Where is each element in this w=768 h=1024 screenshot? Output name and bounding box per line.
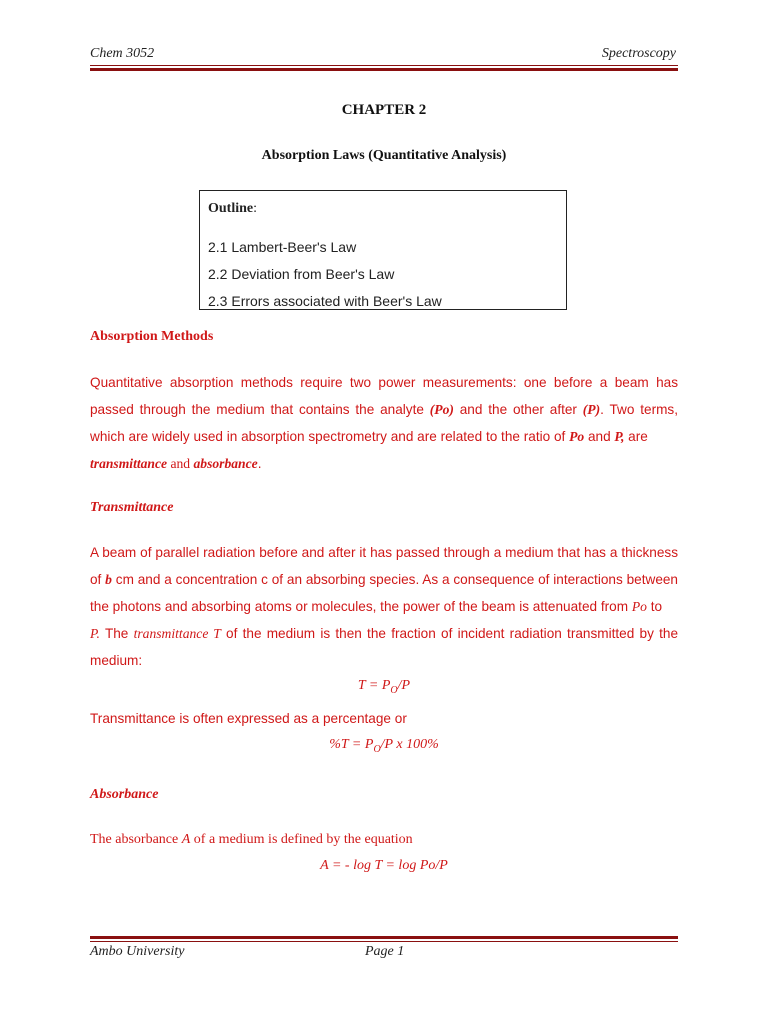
chapter-subtitle: Absorption Laws (Quantitative Analysis) — [261, 148, 507, 163]
equation-percent-transmittance: $\%T = P_O/P$ x 100% — [329, 737, 439, 755]
section-heading-absorption-methods: Absorption Methods — [90, 329, 214, 344]
footer-page-number: Page 1 — [365, 944, 405, 959]
header-course: Chem 3052 — [90, 46, 155, 61]
outline-heading: Outline: — [208, 201, 258, 216]
outline-item: 2.1 Lambert-Beer's Law — [208, 239, 357, 255]
outline-box — [199, 190, 567, 310]
paragraph-absorption-methods: Quantitative absorption methods require two power measurements: one before a beam has passed through the medium that contains the analyte (Po) and the other after (P). Two terms, which are widely used in absorption spectrometry and are related to the ratio of Po and P, are transmittance and absorbance. — [90, 375, 678, 471]
equation-transmittance: $T = P_O/P$ — [357, 678, 411, 696]
footer-rule — [90, 936, 678, 942]
outline-item: 2.3 Errors associated with Beer's Law — [208, 293, 442, 309]
section-heading-absorbance: Absorbance — [90, 787, 159, 802]
header-subject: Spectroscopy — [601, 46, 676, 61]
chapter-title: CHAPTER 2 — [341, 102, 427, 118]
equation-absorbance: A = - log T = log Po/P — [320, 858, 448, 873]
outline-item: 2.2 Deviation from Beer's Law — [208, 266, 395, 282]
paragraph-percent-intro: Transmittance is often expressed as a percentage or — [90, 711, 407, 726]
page-header — [90, 46, 676, 66]
paragraph-transmittance: A beam of parallel radiation before and after it has passed through a medium that has a thickness of b cm and a concentration c of an absorbing species. As a consequence of interactions between the photons and absorbing atoms or molecules, the power of the beam is attenuated from Po to P. The transmittance T of the medium is then the fraction of incident radiation transmitted by the medium: — [90, 545, 679, 668]
header-rule — [90, 65, 678, 71]
paragraph-absorbance: The absorbance A of a medium is defined by the equation — [90, 832, 413, 847]
section-heading-transmittance: Transmittance — [90, 500, 174, 515]
footer-university: Ambo University — [90, 944, 185, 959]
